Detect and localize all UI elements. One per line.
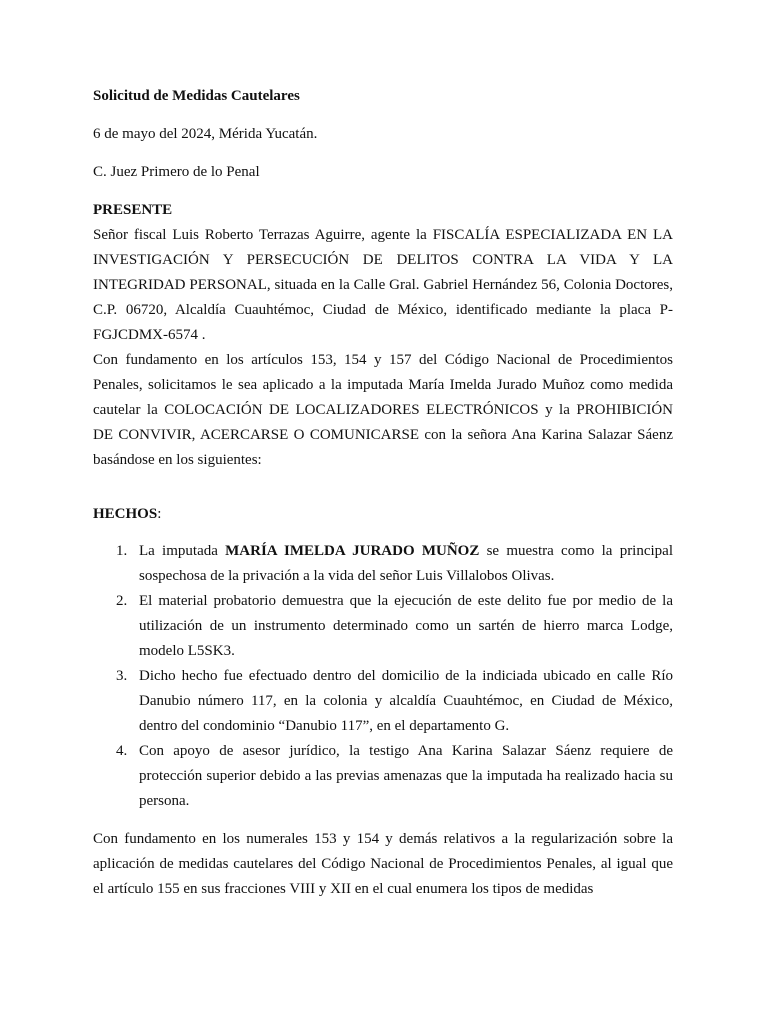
hechos-heading-colon: :	[157, 506, 162, 522]
facts-list	[93, 539, 673, 814]
list-item	[93, 539, 673, 589]
document-title: Solicitud de Medidas Cautelares	[93, 88, 300, 104]
closing-paragraph: Con fundamento en los numerales 153 y 154 y demás relativos a la regularización sobre la aplicación de medidas cautelares del Código Nacional de Procedimientos Penales, al igual que el artículo 155 en sus fracciones VIII y XII en el cual enumera los tipos de medidas	[93, 831, 673, 897]
list-item	[93, 589, 673, 664]
list-item-bold-text: MARÍA IMELDA JURADO MUÑOZ	[225, 543, 480, 559]
list-item-text: Dicho hecho fue efectuado dentro del domicilio de la indiciada ubicado en calle Río Danubio número 117, en la colonia y alcaldía Cuauhtémoc, en Ciudad de México, dentro del condominio “Danubio 117”, en el departamento G.	[139, 668, 673, 734]
intro-paragraph: Señor fiscal Luis Roberto Terrazas Aguirre, agente la FISCALÍA ESPECIALIZADA EN LA INVESTIGACIÓN Y PERSECUCIÓN DE DELITOS CONTRA LA VIDA Y LA INTEGRIDAD PERSONAL, situada en la Calle Gral. Gabriel Hernández 56, Colonia Doctores, C.P. 06720, Alcaldía Cuauhtémoc, Ciudad de México, identificado mediante la placa P-FGJCDMX-6574 .	[93, 227, 673, 343]
hechos-heading-label: HECHOS	[93, 506, 158, 522]
list-item-text: Con apoyo de asesor jurídico, la testigo Ana Karina Salazar Sáenz requiere de protección superior debido a las previas amenazas que la imputada ha realizado hacia su persona.	[139, 743, 673, 809]
list-item-text-tail: se muestra como la principal sospechosa de la privación a la vida del señor Luis Villalobos Olivas.	[139, 543, 674, 584]
list-item-number: 4.	[116, 743, 128, 759]
list-item-text: El material probatorio demuestra que la ejecución de este delito fue por medio de la utilización de un instrumento determinado como un sartén de hierro marca Lodge, modelo L5SK3.	[139, 593, 673, 659]
list-item-number: 1.	[116, 543, 128, 559]
date-line: 6 de mayo del 2024, Mérida Yucatán.	[93, 126, 318, 142]
list-item-number: 3.	[116, 668, 128, 684]
document-page	[93, 84, 673, 902]
addressee-line: C. Juez Primero de lo Penal	[93, 164, 260, 180]
list-item-number: 2.	[116, 593, 128, 609]
request-paragraph: Con fundamento en los artículos 153, 154 y 157 del Código Nacional de Procedimientos Penales, solicitamos le sea aplicado a la imputada María Imelda Jurado Muñoz como medida cautelar la COLOCACIÓN DE LOCALIZADORES ELECTRÓNICOS y la PROHIBICIÓN DE CONVIVIR, ACERCARSE O COMUNICARSE con la señora Ana Karina Salazar Sáenz basándose en los siguientes:	[93, 352, 673, 468]
list-item	[93, 739, 673, 814]
hechos-heading	[93, 502, 673, 527]
salutation: PRESENTE	[93, 202, 173, 218]
list-item	[93, 664, 673, 739]
list-item-text: La imputada	[139, 543, 226, 559]
